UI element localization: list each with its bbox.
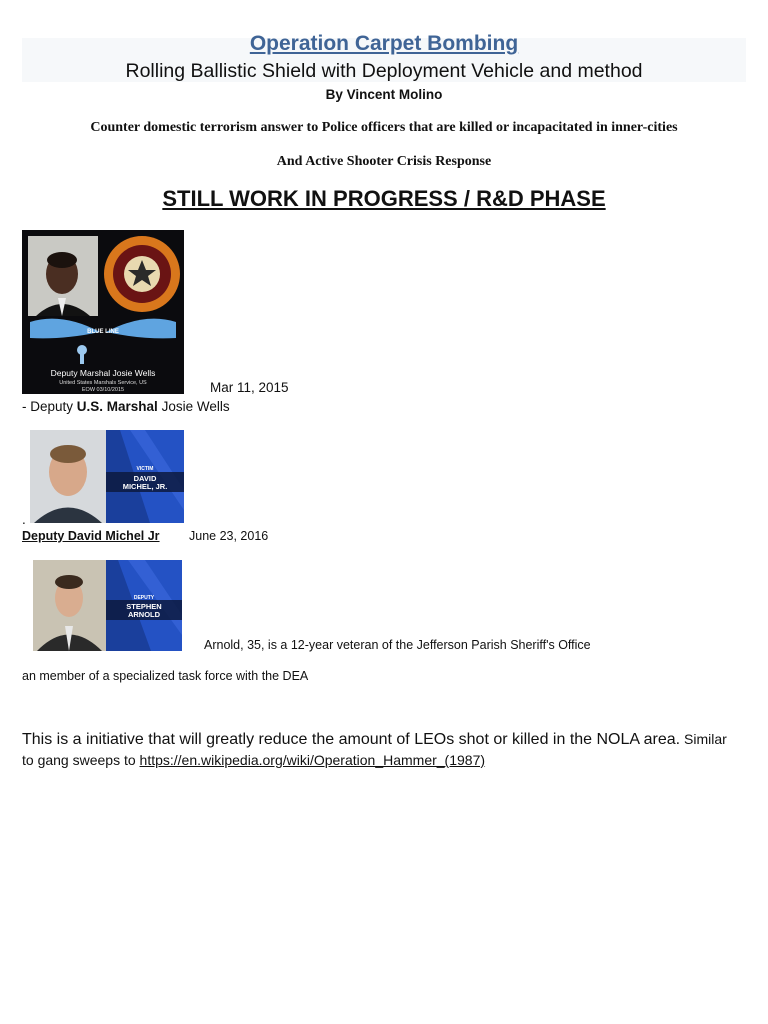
arnold-name-l1: STEPHEN: [126, 602, 162, 611]
michel-tag: VICTIM: [136, 466, 154, 472]
initiative-main: This is a initiative that will greatly reduce the amount of LEOs shot or killed in the NOLA area.: [22, 731, 681, 748]
memorial-sub1: United States Marshals Service, US: [59, 380, 147, 386]
wells-bold: U.S. Marshal: [76, 399, 158, 414]
michel-dot: .: [22, 512, 26, 527]
status-heading: STILL WORK IN PROGRESS / R&D PHASE: [162, 186, 606, 211]
document-title[interactable]: Operation Carpet Bombing: [249, 32, 519, 55]
byline: By Vincent Molino: [325, 87, 443, 102]
active-shooter-line: And Active Shooter Crisis Response: [276, 154, 492, 169]
michel-name-l2: MICHEL, JR.: [122, 482, 168, 491]
michel-date: June 23, 2016: [189, 529, 269, 543]
michel-name-l1: DAVID: [133, 474, 157, 483]
initiative-similar: Similar: [680, 731, 727, 747]
wells-line: [22, 399, 230, 414]
memorial-sub2: EOW 03/10/2015: [81, 387, 125, 393]
wells-date: Mar 11, 2015: [210, 380, 289, 395]
memorial-caption: Deputy Marshal Josie Wells: [50, 368, 156, 378]
photo-josie-wells: [22, 230, 184, 394]
michel-graphic: [30, 430, 184, 523]
initiative-paragraph: [22, 729, 752, 771]
wells-prefix: - Deputy: [22, 399, 77, 414]
initiative-line2: to gang sweeps to: [22, 752, 140, 768]
wells-suffix: Josie Wells: [157, 399, 230, 414]
arnold-line1: Arnold, 35, is a 12-year veteran of the Jefferson Parish Sheriff's Office: [204, 638, 591, 652]
operation-hammer-link[interactable]: https://en.wikipedia.org/wiki/Operation_Hammer_(1987): [139, 752, 486, 768]
photo-david-michel: [30, 430, 184, 523]
counter-terrorism-line: Counter domestic terrorism answer to Police officers that are killed or incapacitated in inner-cities: [90, 120, 678, 135]
memorial-graphic: [22, 230, 184, 394]
document-subtitle: Rolling Ballistic Shield with Deployment Vehicle and method: [125, 60, 643, 82]
michel-name[interactable]: Deputy David Michel Jr: [22, 529, 160, 543]
blue-line-logo-text: BLUE LINE: [87, 329, 119, 335]
arnold-graphic: [33, 560, 182, 651]
arnold-tag: DEPUTY: [133, 595, 155, 601]
photo-stephen-arnold: [33, 560, 182, 651]
arnold-line2: an member of a specialized task force with the DEA: [22, 669, 309, 683]
arnold-name-l2: ARNOLD: [127, 610, 161, 619]
